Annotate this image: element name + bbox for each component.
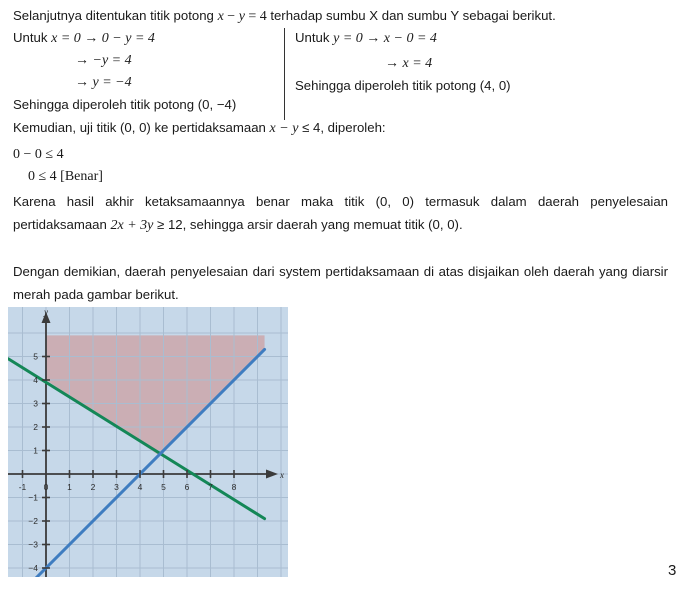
left-col-row-3 (13, 97, 236, 113)
intro-line (13, 8, 556, 25)
right-col-2-prefix: Sehingga diperoleh titik potong (4, 0) (295, 78, 511, 93)
graph-svg (8, 307, 288, 577)
column-separator (284, 28, 285, 120)
intro-math-x: x (217, 9, 224, 24)
x-tick-label: 3 (114, 482, 119, 492)
intro-text-after: terhadap sumbu X dan sumbu Y sebagai berikut. (270, 8, 556, 23)
left-col-3-prefix: Sehingga diperoleh titik potong (0, −4) (13, 97, 237, 112)
conclusion-math: 2x + 3y (110, 217, 154, 233)
right-col-0-prefix: Untuk (295, 30, 334, 45)
y-tick-label: 4 (33, 375, 38, 385)
x-tick-label: 5 (161, 482, 166, 492)
y-tick-label: 3 (33, 398, 38, 409)
test-point-math: x − y (269, 121, 299, 136)
x-tick-label: 2 (90, 482, 96, 492)
right-col-row-0 (295, 30, 437, 47)
coordinate-graph (8, 307, 288, 577)
left-col-row-0 (13, 30, 155, 47)
left-col-0-prefix: Untuk (13, 30, 52, 45)
y-tick-label: −3 (28, 539, 38, 550)
intro-math-y: y (238, 9, 245, 24)
test-point-after: ≤ 4, diperoleh: (298, 120, 386, 135)
intro-math-eq: = 4 (244, 9, 271, 24)
y-tick-label: 5 (33, 351, 38, 362)
y-tick-label: −2 (28, 516, 38, 526)
left-col-1-math: → −y = 4 (75, 53, 132, 68)
y-tick-label: 2 (33, 422, 38, 432)
x-tick-label: 8 (231, 482, 237, 492)
left-col-row-2 (75, 74, 132, 91)
intro-math-minus: − (223, 9, 239, 24)
test-point-before: Kemudian, uji titik (0, 0) ke pertidaksamaan (13, 120, 270, 135)
x-axis-label: x (280, 470, 284, 480)
y-tick-label: −1 (28, 492, 38, 503)
final-paragraph (13, 261, 668, 306)
x-tick-label: -1 (18, 482, 27, 492)
y-axis-label: y (44, 307, 48, 317)
conclusion-part1: Karena hasil akhir ketaksamaannya benar maka titik (0, 0) termasuk dalam daerah penyelesaian pertidaksamaan (13, 194, 668, 232)
left-col-row-1 (75, 52, 132, 69)
right-col-row-2 (295, 78, 511, 94)
y-tick-label: −4 (28, 563, 38, 573)
calc-line-1 (13, 146, 64, 163)
conclusion-part2: ≥ 12, sehingga arsir daerah yang memuat titik (0, 0). (153, 216, 463, 232)
right-col-1-math: → x = 4 (385, 56, 433, 71)
calc-2-text: 0 ≤ 4 [Benar] (28, 169, 103, 184)
y-tick-label: 1 (33, 445, 38, 456)
test-point-line (13, 120, 386, 137)
final-paragraph-text: Dengan demikian, daerah penyelesaian dari system pertidaksamaan di atas disjaikan oleh daerah yang diarsir merah pada gambar berikut. (13, 264, 668, 302)
x-tick-label: 0 (43, 482, 49, 492)
calc-1-text: 0 − 0 ≤ 4 (13, 147, 64, 162)
left-col-2-math: → y = −4 (75, 75, 132, 90)
right-col-row-1 (385, 55, 432, 72)
page-number: 3 (668, 562, 677, 579)
x-tick-label: 6 (184, 482, 190, 492)
conclusion-paragraph (13, 191, 668, 237)
right-col-0-math: y = 0 → x − 0 = 4 (333, 31, 437, 46)
x-tick-label: 1 (67, 482, 72, 492)
intro-text-before: Selanjutnya ditentukan titik potong (13, 8, 218, 23)
x-tick-label: 4 (137, 482, 143, 492)
left-col-0-math: x = 0 → 0 − y = 4 (51, 31, 155, 46)
x-tick-label: 7 (208, 482, 213, 492)
calc-line-2 (28, 168, 103, 185)
